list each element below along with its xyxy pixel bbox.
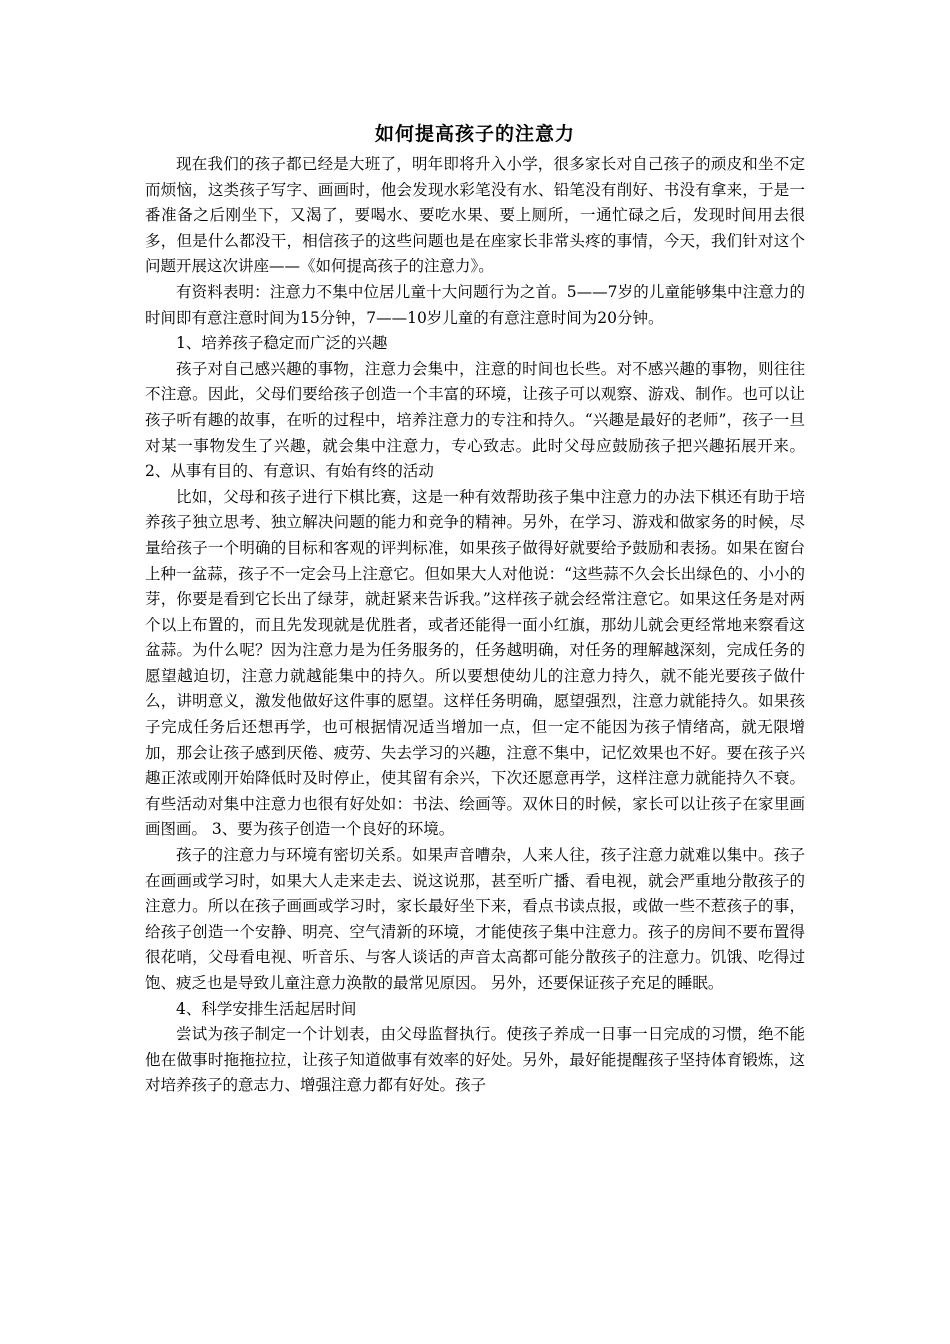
paragraph-interest: 孩子对自己感兴趣的事物，注意力会集中，注意的时间也长些。对不感兴趣的事物，则往往不注意。因此，父母们要给孩子创造一个丰富的环境，让孩子可以观察、游戏、制作。也可以让孩子听有趣的故事，在听的过程中，培养注意力的专注和持久。“兴趣是最好的老师”，孩子一旦对某一事物发生了兴趣，就会集中注意力，专心致志。此时父母应鼓励孩子把兴趣拓展开来。 2、从事有目的、有意识、有始有终的活动	[145, 359, 805, 481]
paragraph-intro: 现在我们的孩子都已经是大班了，明年即将升入小学，很多家长对自己孩子的顽皮和坐不定而烦恼，这类孩子写字、画画时，他会发现水彩笔没有水、铅笔没有削好、书没有拿来，于是一番准备之后刚坐下，又渴了，要喝水、要吃水果、要上厕所，一通忙碌之后，发现时间用去很多，但是什么都没干，相信孩子的这些问题也是在座家长非常头疼的事情，今天，我们针对这个问题开展这次讲座——《如何提高孩子的注意力》。	[145, 155, 805, 276]
paragraph-purposeful-activity: 比如，父母和孩子进行下棋比赛，这是一种有效帮助孩子集中注意力的办法下棋还有助于培养孩子独立思考、独立解决问题的能力和竞争的精神。另外，在学习、游戏和做家务的时候，尽量给孩子一个明确的目标和客观的评判标准，如果孩子做得好就要给予鼓励和表扬。如果在窗台上种一盆蒜，孩子不一定会马上注意它。但如果大人对他说：“这些蒜不久会长出绿色的、小小的芽，你要是看到它长出了绿芽，就赶紧来告诉我。”这样孩子就会经常注意它。如果这任务是对两个以上布置的，而且先发现就是优胜者，或者还能得一面小红旗，那幼儿就会更经常地来察看这盆蒜。为什么呢？因为注意力是为任务服务的，任务越明确，对任务的理解越深刻，完成任务的愿望越迫切，注意力就越能集中的持久。所以要想使幼儿的注意力持久，就不能光要孩子做什么，讲明意义，激发他做好这件事的愿望。这样任务明确，愿望强烈，注意力就能持久。如果孩子完成任务后还想再学，也可根据情况适当增加一点，但一定不能因为孩子情绪高，就无限增加，那会让孩子感到厌倦、疲劳、失去学习的兴趣，注意不集中，记忆效果也不好。要在孩子兴趣正浓或刚开始降低时及时停止，使其留有余兴，下次还愿意再学，这样注意力就能持久不衰。有些活动对集中注意力也很有好处如：书法、绘画等。双休日的时候，家长可以让孩子在家里画画图画。 3、要为孩子创造一个良好的环境。	[145, 487, 805, 839]
section-heading-4: 4、科学安排生活起居时间	[176, 999, 357, 1018]
paragraph-research: 有资料表明：注意力不集中位居儿童十大问题行为之首。5——7岁的儿童能够集中注意力的时间即有意注意时间为15分钟，7——10岁儿童的有意注意时间为20分钟。	[145, 282, 805, 327]
paragraph-schedule: 尝试为孩子制定一个计划表，由父母监督执行。使孩子养成一日事一日完成的习惯，绝不能他在做事时拖拖拉拉，让孩子知道做事有效率的好处。另外，最好能提醒孩子坚持体育锻炼，这对培养孩子的意志力、增强注意力都有好处。孩子	[145, 1025, 805, 1095]
section-heading-1: 1、培养孩子稳定而广泛的兴趣	[176, 334, 388, 353]
document-body	[145, 116, 805, 1099]
paragraph-environment: 孩子的注意力与环境有密切关系。如果声音嘈杂，人来人往，孩子注意力就难以集中。孩子在画画或学习时，如果大人走来走去、说这说那，甚至听广播、看电视，就会严重地分散孩子的注意力。所以在孩子画画或学习时，家长最好坐下来，看点书读点报，或做一些不惹孩子的事，给孩子创造一个安静、明亮、空气清新的环境，才能使孩子集中注意力。孩子的房间不要布置得很花哨，父母看电视、听音乐、与客人谈话的声音太高都可能分散孩子的注意力。饥饿、吃得过饱、疲乏也是导致儿童注意力涣散的最常见原因。 另外，还要保证孩子充足的睡眠。	[145, 846, 805, 992]
page-title: 如何提高孩子的注意力	[374, 123, 575, 145]
